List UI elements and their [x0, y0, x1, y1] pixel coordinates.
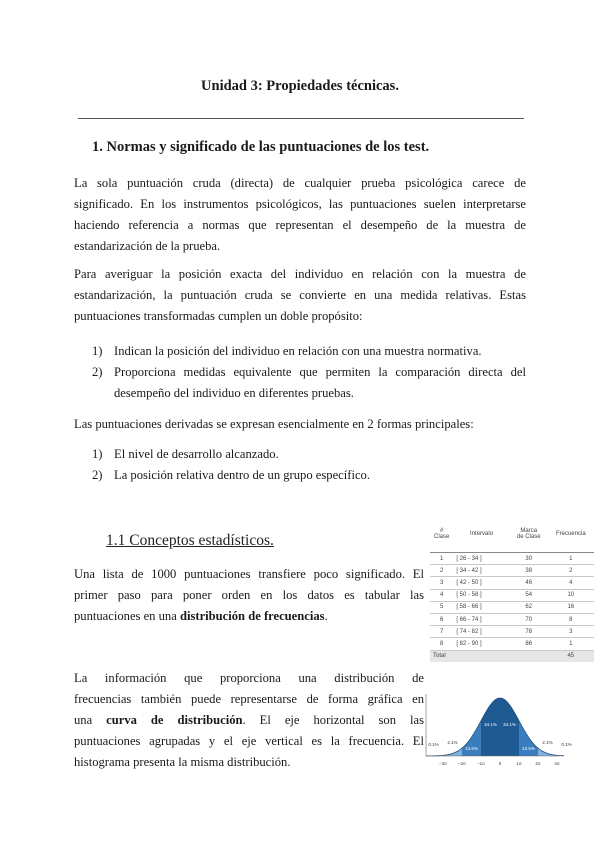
table-cell — [453, 650, 509, 662]
segment-label: 34.1% — [484, 722, 497, 727]
paragraph-2 — [74, 264, 526, 327]
paragraph-line — [74, 606, 424, 627]
normal-distribution-curve — [418, 690, 572, 770]
text-run: . — [324, 609, 328, 623]
table-cell: 30 — [510, 553, 548, 565]
total-value: 45 — [548, 650, 594, 662]
table-cell: 8 — [548, 613, 594, 625]
table-cell: 3 — [430, 577, 453, 589]
table-cell: 4 — [430, 589, 453, 601]
table-cell: 6 — [430, 613, 453, 625]
table-cell: 8 — [430, 638, 453, 650]
segment-label: 0.1% — [561, 742, 572, 747]
table-cell: 62 — [510, 601, 548, 613]
list-item — [92, 444, 526, 465]
x-tick-label: −1σ — [477, 761, 485, 766]
segment-label: 13.6% — [522, 746, 535, 751]
header-clase: # Clase — [430, 516, 453, 553]
x-tick-label: 3σ — [554, 761, 560, 766]
table-cell: 10 — [548, 589, 594, 601]
table-cell: 38 — [510, 565, 548, 577]
bold-term: curva de distribución — [106, 713, 243, 727]
segment-label: 0.1% — [428, 742, 439, 747]
section-heading-1-1: 1.1 Conceptos estadísticos. — [106, 532, 274, 549]
table-cell: 3 — [548, 626, 594, 638]
table-cell: 16 — [548, 601, 594, 613]
paragraph-line: puntuaciones agrupadas y el eje vertical es la frecuencia. El — [74, 734, 424, 748]
paragraph-line: Una lista de 1000 puntuaciones transfiere poco significado. El — [74, 567, 424, 581]
x-tick-label: 1σ — [516, 761, 522, 766]
text-run: . El eje horizontal son las — [242, 713, 424, 727]
table-cell: 86 — [510, 638, 548, 650]
paragraph-line: primer paso para poner orden en los datos es tabular las — [74, 588, 424, 602]
table-row — [430, 613, 594, 625]
list-item — [92, 362, 526, 404]
table-total-row — [430, 650, 594, 662]
table-row — [430, 626, 594, 638]
purpose-list — [92, 341, 526, 404]
table-cell: [ 34 - 42 ] — [453, 565, 509, 577]
paragraph-line: estandarización, la puntuación cruda se convierte en una medida relativas. Estas — [74, 288, 526, 302]
list-number: 1) — [92, 447, 103, 461]
curve-segment — [481, 698, 500, 756]
table-row — [430, 553, 594, 565]
table-cell: 46 — [510, 577, 548, 589]
table-cell: 2 — [548, 565, 594, 577]
table-cell — [510, 650, 548, 662]
header-frecuencia: Frecuencia — [548, 516, 594, 553]
paragraph-line: significado. En los instrumentos psicológicos, las puntuaciones suelen interpretarse — [74, 197, 526, 211]
x-tick-label: 2σ — [535, 761, 541, 766]
paragraph-line: La sola puntuación cruda (directa) de cualquier prueba psicológica carece de — [74, 176, 526, 190]
table-cell: [ 58 - 66 ] — [453, 601, 509, 613]
table-cell: 4 — [548, 577, 594, 589]
x-tick-label: 0 — [498, 761, 502, 766]
table-cell: 78 — [510, 626, 548, 638]
section-heading-1: 1. Normas y significado de las puntuaciones de los test. — [92, 139, 430, 155]
paragraph-line: histograma presenta la misma distribución. — [74, 755, 291, 769]
list-number: 2) — [92, 365, 103, 379]
table-cell: [ 66 - 74 ] — [453, 613, 509, 625]
table-row — [430, 601, 594, 613]
list-text: desempeño del individuo en diferentes pruebas. — [114, 386, 354, 400]
table-cell: 1 — [548, 553, 594, 565]
frequency-table — [430, 516, 594, 662]
paragraph-line — [74, 710, 424, 731]
curve-segment — [500, 698, 519, 756]
list-number: 2) — [92, 468, 103, 482]
paragraph-line: puntuaciones transformadas cumplen un doble propósito: — [74, 309, 363, 323]
title-divider — [78, 118, 524, 119]
table-row — [430, 565, 594, 577]
page-title: Unidad 3: Propiedades técnicas. — [201, 78, 399, 94]
forms-list — [92, 444, 526, 486]
header-marca: Marca de Clase — [510, 516, 548, 553]
list-item — [92, 465, 526, 486]
table-cell: [ 42 - 50 ] — [453, 577, 509, 589]
list-number: 1) — [92, 344, 103, 358]
segment-label: 2.1% — [542, 740, 553, 745]
table-cell: [ 74 - 82 ] — [453, 626, 509, 638]
table-row — [430, 638, 594, 650]
paragraph-line: Las puntuaciones derivadas se expresan esencialmente en 2 formas principales: — [74, 417, 474, 431]
table-cell: 7 — [430, 626, 453, 638]
paragraph-4 — [74, 564, 424, 627]
segment-label: 13.6% — [465, 746, 478, 751]
list-text: Proporciona medidas equivalente que permiten la comparación directa del — [114, 365, 526, 379]
text-run: una — [74, 713, 107, 727]
header-intervalo: Intervalo — [453, 516, 509, 553]
x-tick-label: −3σ — [439, 761, 447, 766]
table-cell: [ 82 - 90 ] — [453, 638, 509, 650]
table-cell: 1 — [430, 553, 453, 565]
table-cell: [ 50 - 58 ] — [453, 589, 509, 601]
total-label: Total — [430, 650, 453, 662]
table-cell: 1 — [548, 638, 594, 650]
list-text: El nivel de desarrollo alcanzado. — [114, 447, 279, 461]
paragraph-1 — [74, 173, 526, 257]
paragraph-line: Para averiguar la posición exacta del individuo en relación con la muestra de — [74, 267, 526, 281]
table-cell: [ 26 - 34 ] — [453, 553, 509, 565]
segment-label: 34.1% — [503, 722, 516, 727]
paragraph-line: La información que proporciona una distribución de — [74, 671, 424, 685]
paragraph-5 — [74, 668, 424, 773]
paragraph-line: haciendo referencia a normas que representan el desempeño de la muestra de — [74, 218, 526, 232]
table-row — [430, 577, 594, 589]
bold-term: distribución de frecuencias — [179, 609, 325, 623]
list-item — [92, 341, 526, 362]
segment-label: 2.1% — [447, 740, 458, 745]
text-run: puntuaciones en una — [74, 609, 180, 623]
paragraph-line: frecuencias también puede representarse de forma gráfica en — [74, 692, 424, 706]
paragraph-line: estandarización de la prueba. — [74, 239, 221, 253]
table-cell: 5 — [430, 601, 453, 613]
table-row — [430, 589, 594, 601]
list-text: La posición relativa dentro de un grupo específico. — [114, 468, 370, 482]
table-cell: 54 — [510, 589, 548, 601]
x-tick-label: −2σ — [458, 761, 466, 766]
list-text: Indican la posición del individuo en relación con una muestra normativa. — [114, 344, 482, 358]
paragraph-3 — [74, 414, 526, 435]
table-cell: 70 — [510, 613, 548, 625]
table-header-row — [430, 516, 594, 553]
table-cell: 2 — [430, 565, 453, 577]
